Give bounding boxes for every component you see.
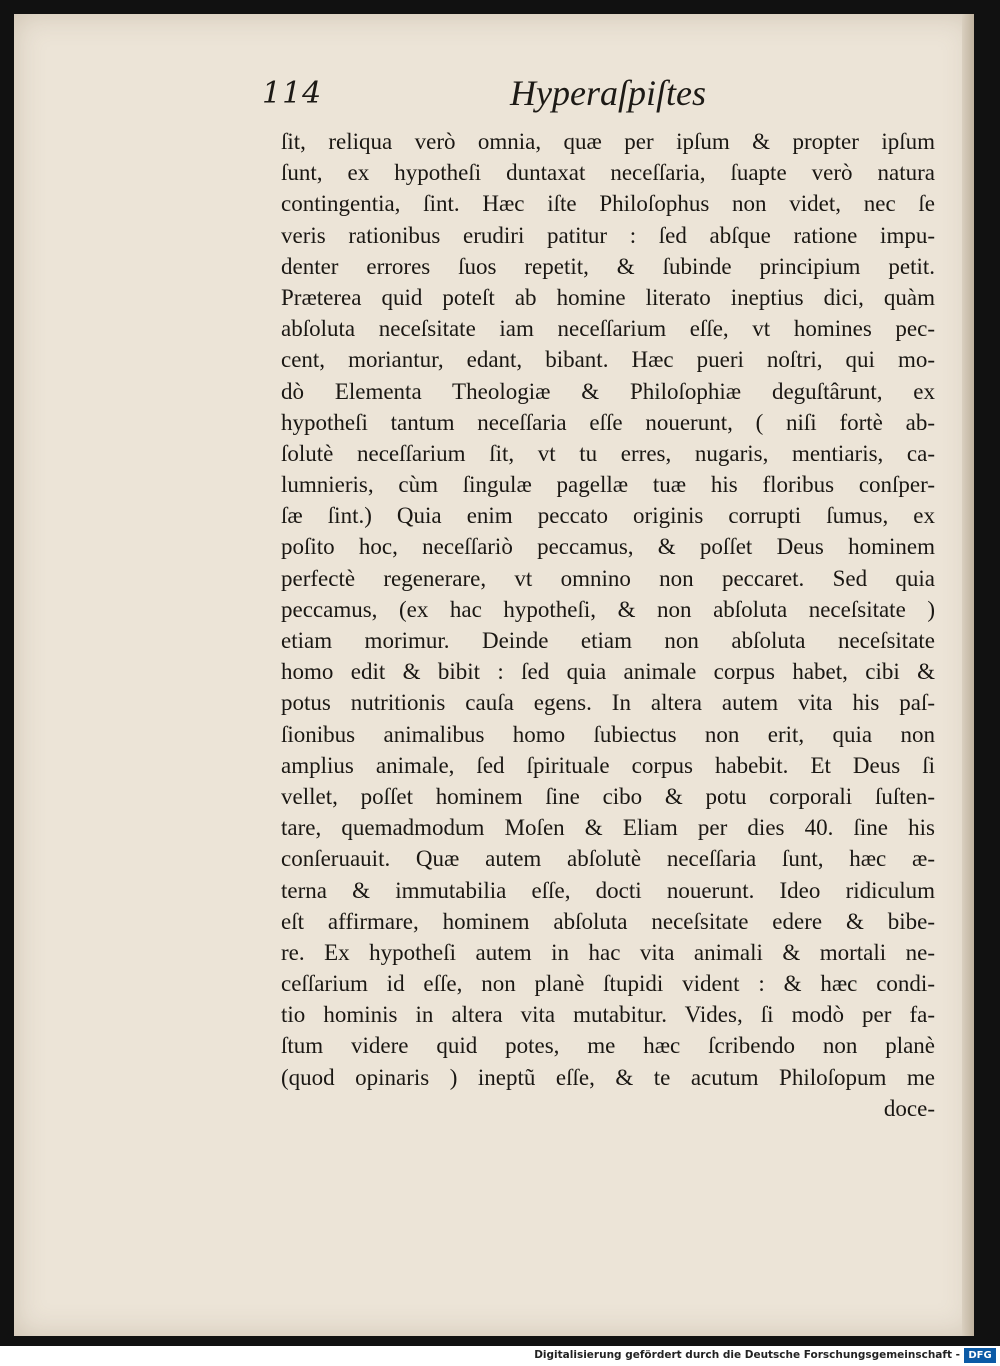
text-line: perfectè regenerare, vt omnino non peccaret. Sed quia xyxy=(281,565,935,591)
text-line: ſolutè neceſſarium ſit, vt tu erres, nugaris, mentiaris, ca- xyxy=(281,440,935,466)
running-head: Hyperaſpiſtes xyxy=(510,73,706,113)
dfg-logo: DFG xyxy=(964,1348,996,1363)
text-line: ſunt, ex hypotheſi duntaxat neceſſaria, ſuapte verò natura xyxy=(281,160,935,186)
text-line: etiam morimur. Deinde etiam non abſoluta neceſsitate xyxy=(281,628,935,653)
text-line: ſæ ſint.) Quia enim peccato originis corrupti ſumus, ex xyxy=(281,503,935,529)
text-line: denter errores ſuos repetit, & ſubinde principium petit. xyxy=(281,253,935,279)
text-line: abſoluta neceſsitate iam neceſſarium eſſe, vt homines pec- xyxy=(281,316,935,342)
text-line: amplius animale, ſed ſpirituale corpus habebit. Et Deus ſi xyxy=(281,752,935,778)
text-line: cent, moriantur, edant, bibant. Hæc pueri noſtri, qui mo- xyxy=(281,347,935,373)
text-line: ſionibus animalibus homo ſubiectus non erit, quia non xyxy=(281,721,935,747)
body-text xyxy=(281,126,935,1124)
text-line: homo edit & bibit : ſed quia animale corpus habet, cibi & xyxy=(281,659,935,685)
text-line: potus nutritionis cauſa egens. In altera autem vita his paſ- xyxy=(281,690,935,716)
text-line: veris rationibus erudiri patitur : ſed abſque ratione impu- xyxy=(281,222,935,248)
footer-bar xyxy=(0,1346,1000,1366)
text-line: ſit, reliqua verò omnia, quæ per ipſum & propter ipſum xyxy=(281,129,935,154)
text-line: dò Elementa Theologiæ & Philoſophiæ deguſtârunt, ex xyxy=(281,378,935,404)
text-line: terna & immutabilia eſſe, docti nouerunt. Ideo ridiculum xyxy=(281,877,935,903)
text-line: vellet, poſſet hominem ſine cibo & potu corporali ſuſten- xyxy=(281,783,935,809)
text-line: (quod opinaris ) ineptũ eſſe, & te acutum Philoſopum me xyxy=(281,1064,935,1090)
page-edge xyxy=(962,14,974,1336)
text-line: re. Ex hypotheſi autem in hac vita animali & mortali ne- xyxy=(281,939,935,965)
text-line: eſt affirmare, hominem abſoluta neceſsitate edere & bibe- xyxy=(281,908,935,934)
text-line: doce- xyxy=(883,1095,935,1121)
digitization-credit: Digitalisierung gefördert durch die Deutsche Forschungsgemeinschaft - xyxy=(534,1349,960,1361)
text-line: Præterea quid poteſt ab homine literato ineptius dici, quàm xyxy=(281,284,935,310)
text-line: ſtum videre quid potes, me hæc ſcribendo non planè xyxy=(281,1033,935,1059)
page-header xyxy=(262,72,712,124)
text-line: hypotheſi tantum neceſſaria eſſe nouerunt, ( niſi fortè ab- xyxy=(281,409,935,435)
text-line: contingentia, ſint. Hæc iſte Philoſophus non videt, nec ſe xyxy=(281,191,935,217)
text-line: peccamus, (ex hac hypotheſi, & non abſoluta neceſsitate ) xyxy=(281,596,935,622)
text-line: ceſſarium id eſſe, non planè ſtupidi vident : & hæc condi- xyxy=(281,971,935,997)
page-number: 114 xyxy=(262,76,323,111)
text-line: poſito hoc, neceſſariò peccamus, & poſſet Deus hominem xyxy=(281,534,935,560)
text-line: lumnieris, cùm ſingulæ pagellæ tuæ his floribus conſper- xyxy=(281,472,935,498)
text-line: tio hominis in altera vita mutabitur. Vides, ſi modò per fa- xyxy=(281,1002,935,1028)
text-line: tare, quemadmodum Moſen & Eliam per dies 40. ſine his xyxy=(281,815,935,841)
text-line: conſeruauit. Quæ autem abſolutè neceſſaria ſunt, hæc æ- xyxy=(281,846,935,872)
